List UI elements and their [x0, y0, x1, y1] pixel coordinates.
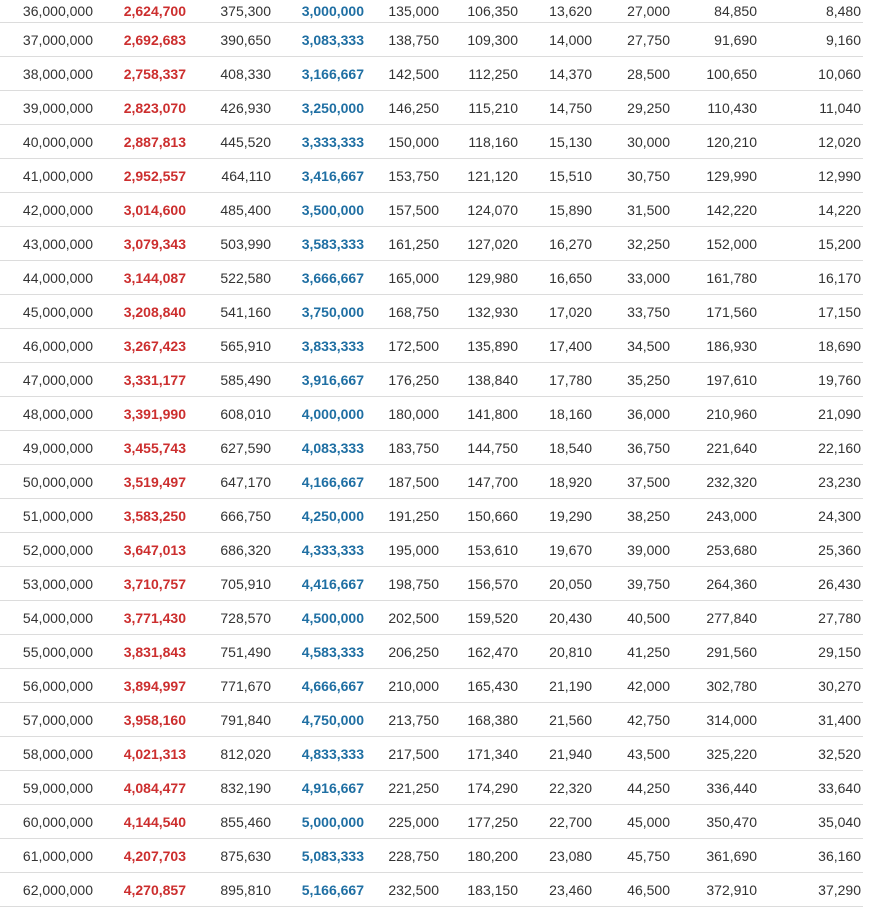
local-income-tax-cell: 12,020 [759, 125, 863, 159]
long-term-care-cell: 19,290 [520, 499, 594, 533]
monthly-gross-cell: 3,083,333 [273, 23, 366, 57]
annual-salary-cell: 36,000,000 [0, 0, 95, 23]
income-tax-cell: 361,690 [672, 839, 759, 873]
employment-insurance-cell: 36,750 [594, 431, 672, 465]
monthly-net-pay-cell: 4,207,703 [95, 839, 188, 873]
monthly-net-pay-cell: 3,647,013 [95, 533, 188, 567]
monthly-gross-cell: 4,916,667 [273, 771, 366, 805]
table-row [0, 193, 863, 227]
employment-insurance-cell: 44,250 [594, 771, 672, 805]
total-deduction-cell: 390,650 [188, 23, 273, 57]
long-term-care-cell: 19,670 [520, 533, 594, 567]
local-income-tax-cell: 35,040 [759, 805, 863, 839]
local-income-tax-cell: 18,690 [759, 329, 863, 363]
income-tax-cell: 210,960 [672, 397, 759, 431]
monthly-net-pay-cell: 3,519,497 [95, 465, 188, 499]
total-deduction-cell: 751,490 [188, 635, 273, 669]
national-pension-cell: 232,500 [366, 873, 441, 907]
annual-salary-cell: 53,000,000 [0, 567, 95, 601]
table-row [0, 601, 863, 635]
table-row [0, 261, 863, 295]
monthly-gross-cell: 3,166,667 [273, 57, 366, 91]
monthly-gross-cell: 4,666,667 [273, 669, 366, 703]
total-deduction-cell: 485,400 [188, 193, 273, 227]
long-term-care-cell: 18,920 [520, 465, 594, 499]
income-tax-cell: 142,220 [672, 193, 759, 227]
table-row [0, 431, 863, 465]
health-insurance-cell: 183,150 [441, 873, 520, 907]
long-term-care-cell: 17,020 [520, 295, 594, 329]
health-insurance-cell: 118,160 [441, 125, 520, 159]
national-pension-cell: 217,500 [366, 737, 441, 771]
national-pension-cell: 202,500 [366, 601, 441, 635]
annual-salary-cell: 43,000,000 [0, 227, 95, 261]
monthly-gross-cell: 4,416,667 [273, 567, 366, 601]
long-term-care-cell: 23,080 [520, 839, 594, 873]
long-term-care-cell: 15,130 [520, 125, 594, 159]
long-term-care-cell: 17,780 [520, 363, 594, 397]
local-income-tax-cell: 23,230 [759, 465, 863, 499]
total-deduction-cell: 608,010 [188, 397, 273, 431]
employment-insurance-cell: 36,000 [594, 397, 672, 431]
long-term-care-cell: 14,750 [520, 91, 594, 125]
annual-salary-cell: 37,000,000 [0, 23, 95, 57]
monthly-gross-cell: 4,333,333 [273, 533, 366, 567]
monthly-gross-cell: 4,750,000 [273, 703, 366, 737]
employment-insurance-cell: 30,750 [594, 159, 672, 193]
health-insurance-cell: 138,840 [441, 363, 520, 397]
national-pension-cell: 142,500 [366, 57, 441, 91]
national-pension-cell: 228,750 [366, 839, 441, 873]
table-row [0, 329, 863, 363]
national-pension-cell: 213,750 [366, 703, 441, 737]
national-pension-cell: 183,750 [366, 431, 441, 465]
long-term-care-cell: 16,650 [520, 261, 594, 295]
long-term-care-cell: 17,400 [520, 329, 594, 363]
annual-salary-cell: 60,000,000 [0, 805, 95, 839]
health-insurance-cell: 177,250 [441, 805, 520, 839]
health-insurance-cell: 180,200 [441, 839, 520, 873]
employment-insurance-cell: 37,500 [594, 465, 672, 499]
employment-insurance-cell: 31,500 [594, 193, 672, 227]
total-deduction-cell: 705,910 [188, 567, 273, 601]
local-income-tax-cell: 29,150 [759, 635, 863, 669]
national-pension-cell: 187,500 [366, 465, 441, 499]
total-deduction-cell: 541,160 [188, 295, 273, 329]
annual-salary-cell: 54,000,000 [0, 601, 95, 635]
monthly-net-pay-cell: 3,455,743 [95, 431, 188, 465]
monthly-net-pay-cell: 2,624,700 [95, 0, 188, 23]
table-row [0, 295, 863, 329]
employment-insurance-cell: 41,250 [594, 635, 672, 669]
health-insurance-cell: 171,340 [441, 737, 520, 771]
income-tax-cell: 100,650 [672, 57, 759, 91]
health-insurance-cell: 129,980 [441, 261, 520, 295]
income-tax-cell: 152,000 [672, 227, 759, 261]
long-term-care-cell: 16,270 [520, 227, 594, 261]
long-term-care-cell: 22,320 [520, 771, 594, 805]
national-pension-cell: 198,750 [366, 567, 441, 601]
monthly-net-pay-cell: 2,952,557 [95, 159, 188, 193]
health-insurance-cell: 127,020 [441, 227, 520, 261]
long-term-care-cell: 21,940 [520, 737, 594, 771]
total-deduction-cell: 565,910 [188, 329, 273, 363]
health-insurance-cell: 144,750 [441, 431, 520, 465]
annual-salary-cell: 55,000,000 [0, 635, 95, 669]
employment-insurance-cell: 27,750 [594, 23, 672, 57]
national-pension-cell: 138,750 [366, 23, 441, 57]
monthly-gross-cell: 3,500,000 [273, 193, 366, 227]
health-insurance-cell: 106,350 [441, 0, 520, 23]
annual-salary-cell: 42,000,000 [0, 193, 95, 227]
national-pension-cell: 225,000 [366, 805, 441, 839]
monthly-net-pay-cell: 3,331,177 [95, 363, 188, 397]
table-row [0, 737, 863, 771]
income-tax-cell: 291,560 [672, 635, 759, 669]
monthly-gross-cell: 4,833,333 [273, 737, 366, 771]
table-row [0, 873, 863, 907]
annual-salary-cell: 48,000,000 [0, 397, 95, 431]
long-term-care-cell: 15,510 [520, 159, 594, 193]
employment-insurance-cell: 27,000 [594, 0, 672, 23]
table-row [0, 703, 863, 737]
income-tax-cell: 350,470 [672, 805, 759, 839]
monthly-net-pay-cell: 2,887,813 [95, 125, 188, 159]
local-income-tax-cell: 11,040 [759, 91, 863, 125]
national-pension-cell: 150,000 [366, 125, 441, 159]
total-deduction-cell: 875,630 [188, 839, 273, 873]
income-tax-cell: 84,850 [672, 0, 759, 23]
health-insurance-cell: 132,930 [441, 295, 520, 329]
table-row [0, 771, 863, 805]
monthly-gross-cell: 4,500,000 [273, 601, 366, 635]
monthly-gross-cell: 3,250,000 [273, 91, 366, 125]
local-income-tax-cell: 19,760 [759, 363, 863, 397]
national-pension-cell: 161,250 [366, 227, 441, 261]
total-deduction-cell: 666,750 [188, 499, 273, 533]
monthly-gross-cell: 3,333,333 [273, 125, 366, 159]
monthly-net-pay-cell: 3,958,160 [95, 703, 188, 737]
annual-salary-cell: 50,000,000 [0, 465, 95, 499]
total-deduction-cell: 791,840 [188, 703, 273, 737]
income-tax-cell: 336,440 [672, 771, 759, 805]
total-deduction-cell: 627,590 [188, 431, 273, 465]
annual-salary-cell: 58,000,000 [0, 737, 95, 771]
annual-salary-cell: 39,000,000 [0, 91, 95, 125]
monthly-net-pay-cell: 3,079,343 [95, 227, 188, 261]
monthly-net-pay-cell: 3,391,990 [95, 397, 188, 431]
income-tax-cell: 110,430 [672, 91, 759, 125]
annual-salary-cell: 49,000,000 [0, 431, 95, 465]
total-deduction-cell: 445,520 [188, 125, 273, 159]
national-pension-cell: 195,000 [366, 533, 441, 567]
health-insurance-cell: 174,290 [441, 771, 520, 805]
national-pension-cell: 168,750 [366, 295, 441, 329]
monthly-net-pay-cell: 3,710,757 [95, 567, 188, 601]
monthly-net-pay-cell: 3,014,600 [95, 193, 188, 227]
total-deduction-cell: 728,570 [188, 601, 273, 635]
health-insurance-cell: 115,210 [441, 91, 520, 125]
local-income-tax-cell: 14,220 [759, 193, 863, 227]
local-income-tax-cell: 10,060 [759, 57, 863, 91]
long-term-care-cell: 18,160 [520, 397, 594, 431]
monthly-net-pay-cell: 3,267,423 [95, 329, 188, 363]
annual-salary-cell: 61,000,000 [0, 839, 95, 873]
table-row [0, 57, 863, 91]
monthly-net-pay-cell: 3,144,087 [95, 261, 188, 295]
monthly-gross-cell: 5,083,333 [273, 839, 366, 873]
employment-insurance-cell: 30,000 [594, 125, 672, 159]
health-insurance-cell: 153,610 [441, 533, 520, 567]
health-insurance-cell: 112,250 [441, 57, 520, 91]
local-income-tax-cell: 12,990 [759, 159, 863, 193]
total-deduction-cell: 686,320 [188, 533, 273, 567]
monthly-net-pay-cell: 3,583,250 [95, 499, 188, 533]
monthly-net-pay-cell: 3,831,843 [95, 635, 188, 669]
table-row [0, 567, 863, 601]
local-income-tax-cell: 26,430 [759, 567, 863, 601]
monthly-gross-cell: 4,166,667 [273, 465, 366, 499]
income-tax-cell: 302,780 [672, 669, 759, 703]
annual-salary-cell: 46,000,000 [0, 329, 95, 363]
table-row [0, 159, 863, 193]
national-pension-cell: 180,000 [366, 397, 441, 431]
employment-insurance-cell: 33,000 [594, 261, 672, 295]
local-income-tax-cell: 25,360 [759, 533, 863, 567]
local-income-tax-cell: 9,160 [759, 23, 863, 57]
monthly-gross-cell: 3,833,333 [273, 329, 366, 363]
employment-insurance-cell: 42,000 [594, 669, 672, 703]
annual-salary-cell: 47,000,000 [0, 363, 95, 397]
monthly-net-pay-cell: 2,758,337 [95, 57, 188, 91]
total-deduction-cell: 647,170 [188, 465, 273, 499]
local-income-tax-cell: 16,170 [759, 261, 863, 295]
employment-insurance-cell: 32,250 [594, 227, 672, 261]
monthly-net-pay-cell: 2,692,683 [95, 23, 188, 57]
national-pension-cell: 191,250 [366, 499, 441, 533]
employment-insurance-cell: 42,750 [594, 703, 672, 737]
income-tax-cell: 171,560 [672, 295, 759, 329]
income-tax-cell: 253,680 [672, 533, 759, 567]
total-deduction-cell: 375,300 [188, 0, 273, 23]
monthly-net-pay-cell: 4,270,857 [95, 873, 188, 907]
annual-salary-cell: 52,000,000 [0, 533, 95, 567]
employment-insurance-cell: 33,750 [594, 295, 672, 329]
monthly-gross-cell: 3,750,000 [273, 295, 366, 329]
long-term-care-cell: 21,190 [520, 669, 594, 703]
national-pension-cell: 135,000 [366, 0, 441, 23]
total-deduction-cell: 771,670 [188, 669, 273, 703]
employment-insurance-cell: 45,750 [594, 839, 672, 873]
income-tax-cell: 161,780 [672, 261, 759, 295]
national-pension-cell: 210,000 [366, 669, 441, 703]
local-income-tax-cell: 30,270 [759, 669, 863, 703]
long-term-care-cell: 14,370 [520, 57, 594, 91]
income-tax-cell: 243,000 [672, 499, 759, 533]
monthly-gross-cell: 4,000,000 [273, 397, 366, 431]
total-deduction-cell: 522,580 [188, 261, 273, 295]
income-tax-cell: 314,000 [672, 703, 759, 737]
annual-salary-cell: 57,000,000 [0, 703, 95, 737]
health-insurance-cell: 121,120 [441, 159, 520, 193]
monthly-gross-cell: 4,083,333 [273, 431, 366, 465]
national-pension-cell: 221,250 [366, 771, 441, 805]
local-income-tax-cell: 27,780 [759, 601, 863, 635]
income-tax-cell: 197,610 [672, 363, 759, 397]
national-pension-cell: 176,250 [366, 363, 441, 397]
long-term-care-cell: 18,540 [520, 431, 594, 465]
monthly-net-pay-cell: 3,208,840 [95, 295, 188, 329]
income-tax-cell: 277,840 [672, 601, 759, 635]
health-insurance-cell: 147,700 [441, 465, 520, 499]
table-row [0, 0, 863, 23]
annual-salary-cell: 41,000,000 [0, 159, 95, 193]
employment-insurance-cell: 39,000 [594, 533, 672, 567]
local-income-tax-cell: 36,160 [759, 839, 863, 873]
local-income-tax-cell: 17,150 [759, 295, 863, 329]
monthly-gross-cell: 3,000,000 [273, 0, 366, 23]
total-deduction-cell: 464,110 [188, 159, 273, 193]
health-insurance-cell: 135,890 [441, 329, 520, 363]
income-tax-cell: 232,320 [672, 465, 759, 499]
total-deduction-cell: 585,490 [188, 363, 273, 397]
income-tax-cell: 264,360 [672, 567, 759, 601]
table-row [0, 363, 863, 397]
national-pension-cell: 153,750 [366, 159, 441, 193]
monthly-net-pay-cell: 4,144,540 [95, 805, 188, 839]
long-term-care-cell: 15,890 [520, 193, 594, 227]
local-income-tax-cell: 37,290 [759, 873, 863, 907]
long-term-care-cell: 20,430 [520, 601, 594, 635]
monthly-net-pay-cell: 4,021,313 [95, 737, 188, 771]
total-deduction-cell: 408,330 [188, 57, 273, 91]
total-deduction-cell: 855,460 [188, 805, 273, 839]
employment-insurance-cell: 40,500 [594, 601, 672, 635]
employment-insurance-cell: 39,750 [594, 567, 672, 601]
monthly-gross-cell: 5,166,667 [273, 873, 366, 907]
annual-salary-cell: 56,000,000 [0, 669, 95, 703]
table-row [0, 125, 863, 159]
table-row [0, 805, 863, 839]
total-deduction-cell: 812,020 [188, 737, 273, 771]
income-tax-cell: 221,640 [672, 431, 759, 465]
health-insurance-cell: 156,570 [441, 567, 520, 601]
monthly-net-pay-cell: 2,823,070 [95, 91, 188, 125]
table-row [0, 669, 863, 703]
long-term-care-cell: 22,700 [520, 805, 594, 839]
annual-salary-cell: 51,000,000 [0, 499, 95, 533]
table-row [0, 91, 863, 125]
annual-salary-cell: 62,000,000 [0, 873, 95, 907]
annual-salary-cell: 40,000,000 [0, 125, 95, 159]
employment-insurance-cell: 35,250 [594, 363, 672, 397]
total-deduction-cell: 832,190 [188, 771, 273, 805]
table-row [0, 533, 863, 567]
long-term-care-cell: 20,810 [520, 635, 594, 669]
health-insurance-cell: 124,070 [441, 193, 520, 227]
monthly-gross-cell: 3,666,667 [273, 261, 366, 295]
health-insurance-cell: 150,660 [441, 499, 520, 533]
local-income-tax-cell: 22,160 [759, 431, 863, 465]
national-pension-cell: 157,500 [366, 193, 441, 227]
local-income-tax-cell: 15,200 [759, 227, 863, 261]
health-insurance-cell: 162,470 [441, 635, 520, 669]
table-row [0, 23, 863, 57]
local-income-tax-cell: 8,480 [759, 0, 863, 23]
annual-salary-cell: 44,000,000 [0, 261, 95, 295]
long-term-care-cell: 20,050 [520, 567, 594, 601]
employment-insurance-cell: 34,500 [594, 329, 672, 363]
monthly-net-pay-cell: 3,894,997 [95, 669, 188, 703]
annual-salary-cell: 59,000,000 [0, 771, 95, 805]
total-deduction-cell: 895,810 [188, 873, 273, 907]
income-tax-cell: 120,210 [672, 125, 759, 159]
employment-insurance-cell: 29,250 [594, 91, 672, 125]
income-tax-cell: 372,910 [672, 873, 759, 907]
local-income-tax-cell: 21,090 [759, 397, 863, 431]
table-row [0, 227, 863, 261]
national-pension-cell: 206,250 [366, 635, 441, 669]
income-tax-cell: 325,220 [672, 737, 759, 771]
income-tax-cell: 186,930 [672, 329, 759, 363]
employment-insurance-cell: 46,500 [594, 873, 672, 907]
table-row [0, 499, 863, 533]
health-insurance-cell: 159,520 [441, 601, 520, 635]
total-deduction-cell: 503,990 [188, 227, 273, 261]
employment-insurance-cell: 45,000 [594, 805, 672, 839]
table-row [0, 635, 863, 669]
monthly-gross-cell: 5,000,000 [273, 805, 366, 839]
health-insurance-cell: 168,380 [441, 703, 520, 737]
monthly-gross-cell: 3,916,667 [273, 363, 366, 397]
annual-salary-cell: 38,000,000 [0, 57, 95, 91]
employment-insurance-cell: 38,250 [594, 499, 672, 533]
long-term-care-cell: 13,620 [520, 0, 594, 23]
income-tax-cell: 129,990 [672, 159, 759, 193]
local-income-tax-cell: 24,300 [759, 499, 863, 533]
monthly-net-pay-cell: 4,084,477 [95, 771, 188, 805]
local-income-tax-cell: 33,640 [759, 771, 863, 805]
national-pension-cell: 146,250 [366, 91, 441, 125]
monthly-gross-cell: 4,583,333 [273, 635, 366, 669]
monthly-gross-cell: 3,416,667 [273, 159, 366, 193]
income-tax-cell: 91,690 [672, 23, 759, 57]
long-term-care-cell: 21,560 [520, 703, 594, 737]
local-income-tax-cell: 31,400 [759, 703, 863, 737]
table-row [0, 839, 863, 873]
health-insurance-cell: 141,800 [441, 397, 520, 431]
employment-insurance-cell: 43,500 [594, 737, 672, 771]
national-pension-cell: 165,000 [366, 261, 441, 295]
monthly-gross-cell: 4,250,000 [273, 499, 366, 533]
table-row [0, 465, 863, 499]
annual-salary-cell: 45,000,000 [0, 295, 95, 329]
monthly-gross-cell: 3,583,333 [273, 227, 366, 261]
local-income-tax-cell: 32,520 [759, 737, 863, 771]
national-pension-cell: 172,500 [366, 329, 441, 363]
long-term-care-cell: 23,460 [520, 873, 594, 907]
health-insurance-cell: 165,430 [441, 669, 520, 703]
long-term-care-cell: 14,000 [520, 23, 594, 57]
health-insurance-cell: 109,300 [441, 23, 520, 57]
employment-insurance-cell: 28,500 [594, 57, 672, 91]
monthly-net-pay-cell: 3,771,430 [95, 601, 188, 635]
table-row [0, 397, 863, 431]
total-deduction-cell: 426,930 [188, 91, 273, 125]
